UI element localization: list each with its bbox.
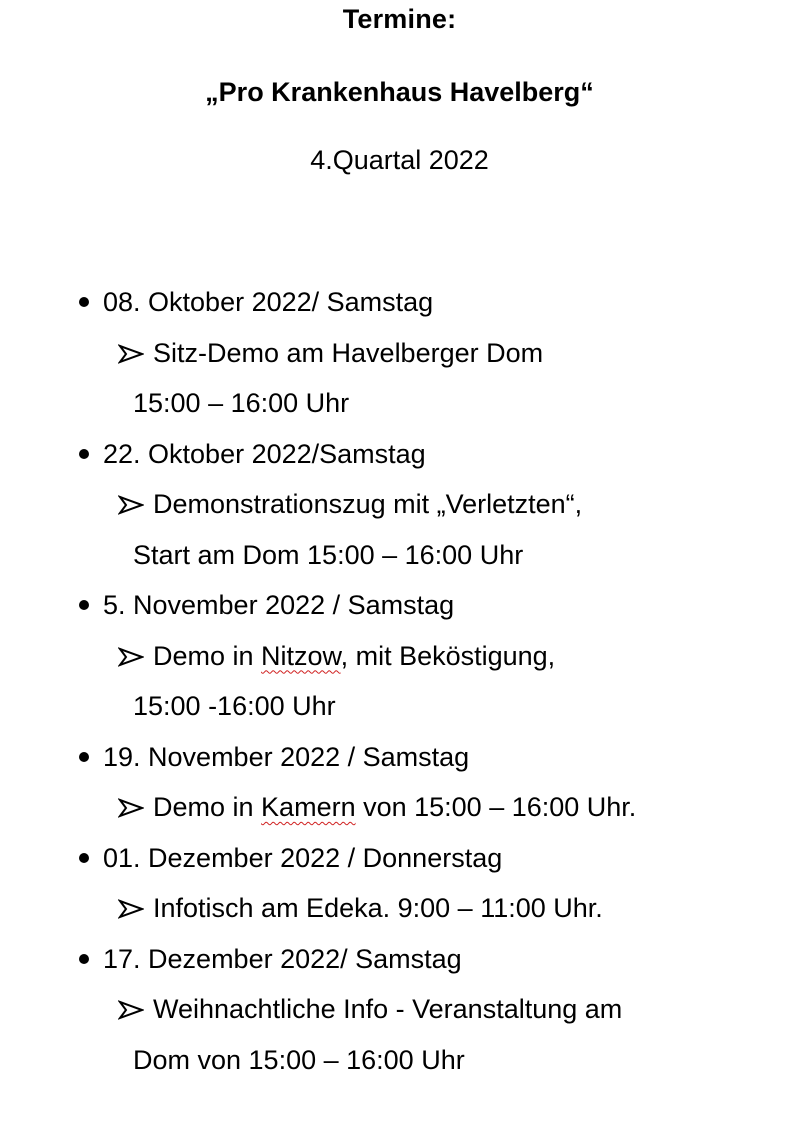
event-date: 5. November 2022 / Samstag	[103, 590, 455, 620]
spellcheck-flagged-word[interactable]: Kamern	[261, 792, 356, 822]
event-continuation: Dom von 15:00 – 16:00 Uhr	[133, 1044, 465, 1075]
event-detail: Weihnachtliche Info - Veranstaltung am	[153, 994, 623, 1024]
event-detail	[153, 636, 555, 676]
event-detail-suffix: , mit Beköstigung,	[340, 640, 556, 671]
event-detail-prefix: Demo in	[153, 640, 262, 671]
quarter-label: 4.Quartal 2022	[310, 145, 489, 175]
event-detail-prefix: Demo in	[153, 792, 262, 822]
arrow-bullet-icon	[118, 989, 144, 1029]
event-list	[0, 282, 799, 1090]
event-detail: Infotisch am Edeka. 9:00 – 11:00 Uhr.	[153, 893, 603, 923]
event-detail-line	[0, 484, 799, 535]
event-item	[0, 434, 799, 586]
event-detail-line	[0, 989, 799, 1040]
event-detail	[153, 787, 636, 827]
event-continuation-line	[0, 686, 799, 737]
event-date: 19. November 2022 / Samstag	[103, 741, 470, 772]
arrow-bullet-icon	[118, 888, 144, 928]
event-date-line	[0, 838, 799, 889]
event-continuation-line	[0, 383, 799, 434]
event-continuation: 15:00 -16:00 Uhr	[133, 691, 336, 721]
event-detail-line	[0, 333, 799, 384]
event-date: 08. Oktober 2022/ Samstag	[103, 287, 434, 317]
event-continuation: Start am Dom 15:00 – 16:00 Uhr	[133, 539, 524, 570]
event-date: 17. Dezember 2022/ Samstag	[103, 943, 462, 974]
event-detail-line	[0, 888, 799, 939]
arrow-bullet-icon	[118, 333, 144, 373]
event-detail-line	[0, 636, 799, 687]
event-item	[0, 737, 799, 838]
event-date-line	[0, 737, 799, 788]
arrow-bullet-icon	[118, 636, 144, 676]
document-title: Termine:	[342, 4, 457, 34]
event-date: 22. Oktober 2022/Samstag	[103, 438, 426, 469]
event-item	[0, 939, 799, 1091]
document-subtitle: „Pro Krankenhaus Havelberg“	[205, 77, 594, 107]
event-item	[0, 838, 799, 939]
event-continuation: 15:00 – 16:00 Uhr	[133, 388, 350, 418]
event-detail: Sitz-Demo am Havelberger Dom	[153, 337, 544, 368]
spellcheck-flagged-word[interactable]: Nitzow	[261, 640, 341, 671]
event-detail-line	[0, 787, 799, 838]
event-continuation-line	[0, 1040, 799, 1091]
event-detail: Demonstrationszug mit „Verletzten“,	[153, 489, 583, 519]
event-item	[0, 282, 799, 434]
event-continuation-line	[0, 535, 799, 586]
event-detail-suffix: von 15:00 – 16:00 Uhr.	[355, 792, 637, 822]
arrow-bullet-icon	[118, 484, 144, 524]
event-date-line	[0, 585, 799, 636]
arrow-bullet-icon	[118, 787, 144, 827]
event-date-line	[0, 434, 799, 485]
event-date: 01. Dezember 2022 / Donnerstag	[103, 842, 503, 873]
event-item	[0, 585, 799, 737]
event-date-line	[0, 282, 799, 333]
event-date-line	[0, 939, 799, 990]
